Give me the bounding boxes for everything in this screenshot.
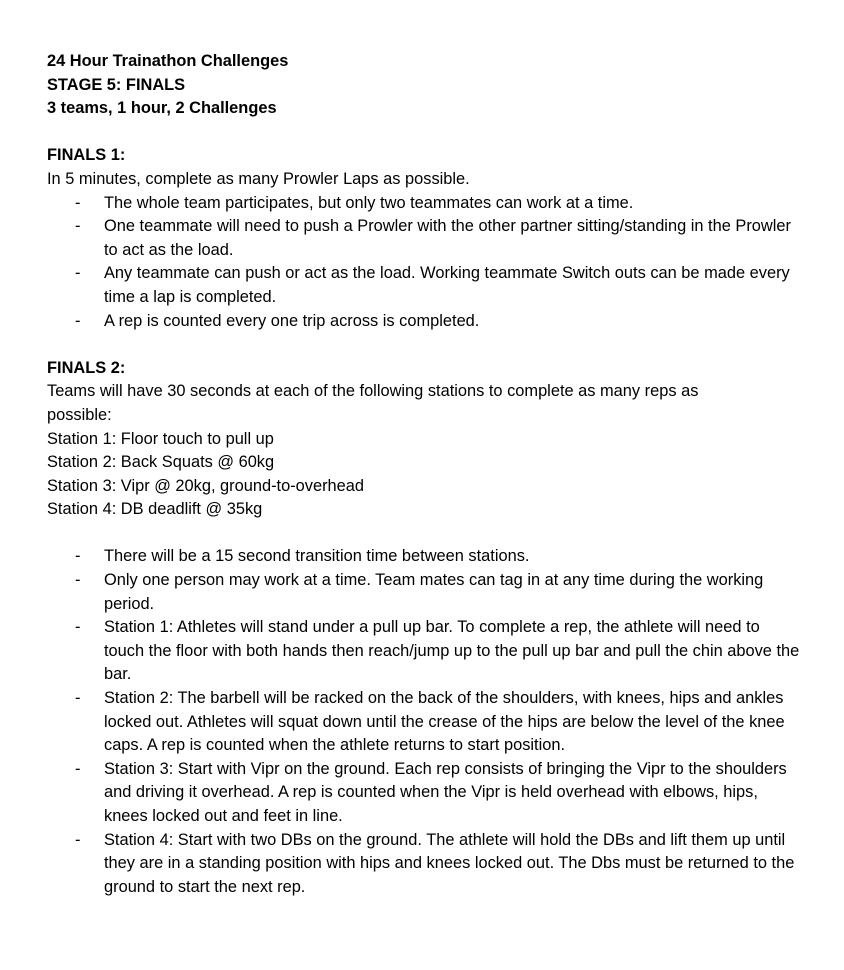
finals2-heading: FINALS 2: (47, 358, 126, 377)
summary-line: 3 teams, 1 hour, 2 Challenges (47, 99, 277, 118)
list-item: - The whole team participates, but only two teammates can work at a time. (47, 192, 807, 216)
list-item: - Any teammate can push or act as the load. Working teammate Switch outs can be made every time a lap is completed. (47, 262, 807, 309)
bullet-text: Station 4: Start with two DBs on the ground. The athlete will hold the DBs and lift them up until they are in a standing position with hips and knees locked out. The Dbs must be returned to the ground to start the next rep. (104, 830, 795, 896)
station-line: Station 4: DB deadlift @ 35kg (47, 500, 263, 519)
list-item: - There will be a 15 second transition time between stations. (47, 545, 807, 569)
bullet-text: One teammate will need to push a Prowler with the other partner sitting/standing in the Prowler to act as the load. (104, 217, 791, 259)
list-item: - Station 1: Athletes will stand under a pull up bar. To complete a rep, the athlete will need to touch the floor with both hands then reach/jump up to the pull up bar and pull the chin above the bar. (47, 616, 807, 687)
list-item: - One teammate will need to push a Prowler with the other partner sitting/standing in the Prowler to act as the load. (47, 215, 807, 262)
station-line: Station 2: Back Squats @ 60kg (47, 453, 275, 472)
document-title: 24 Hour Trainathon Challenges (47, 52, 289, 70)
finals1-heading: FINALS 1: (47, 146, 126, 165)
bullet-text: A rep is counted every one trip across is completed. (104, 311, 480, 330)
finals2-intro: Teams will have 30 seconds at each of the following stations to complete as many reps as possible: (47, 382, 699, 424)
bullet-text: Station 3: Start with Vipr on the ground. Each rep consists of bringing the Vipr to the shoulders and driving it overhead. A rep is counted when the Vipr is held overhead with elbows, hips, knees locked out and feet in line. (104, 759, 787, 825)
finals2-bullet-list (47, 545, 807, 899)
list-item: - Station 2: The barbell will be racked on the back of the shoulders, with knees, hips and ankles locked out. Athletes will squat down until the crease of the hips are below the level of the knee caps. A rep is counted when the athlete returns to start position. (47, 687, 807, 758)
list-item: - Station 4: Start with two DBs on the ground. The athlete will hold the DBs and lift them up until they are in a standing position with hips and knees locked out. The Dbs must be returned to the ground to start the next rep. (47, 829, 807, 900)
station-line: Station 3: Vipr @ 20kg, ground-to-overhead (47, 476, 365, 495)
stage-heading: STAGE 5: FINALS (47, 75, 186, 94)
station-line: Station 1: Floor touch to pull up (47, 429, 274, 448)
document-page (47, 50, 807, 899)
bullet-text: Station 1: Athletes will stand under a pull up bar. To complete a rep, the athlete will need to touch the floor with both hands then reach/jump up to the pull up bar and pull the chin above the bar. (104, 618, 800, 684)
list-item: - A rep is counted every one trip across is completed. (47, 310, 807, 334)
list-item: - Only one person may work at a time. Team mates can tag in at any time during the working period. (47, 569, 807, 616)
bullet-text: Only one person may work at a time. Team mates can tag in at any time during the working period. (104, 571, 764, 613)
finals1-intro: In 5 minutes, complete as many Prowler Laps as possible. (47, 169, 470, 188)
finals1-bullet-list (47, 192, 807, 334)
list-item: - Station 3: Start with Vipr on the ground. Each rep consists of bringing the Vipr to the shoulders and driving it overhead. A rep is counted when the Vipr is held overhead with elbows, hips, knees locked out and feet in line. (47, 758, 807, 829)
bullet-text: Any teammate can push or act as the load. Working teammate Switch outs can be made every time a lap is completed. (104, 264, 790, 306)
bullet-text: There will be a 15 second transition time between stations. (104, 547, 530, 566)
bullet-text: Station 2: The barbell will be racked on the back of the shoulders, with knees, hips and ankles locked out. Athletes will squat down until the crease of the hips are below the level of the knee caps. A rep is counted when the athlete returns to start position. (104, 689, 785, 755)
bullet-text: The whole team participates, but only two teammates can work at a time. (104, 193, 634, 212)
